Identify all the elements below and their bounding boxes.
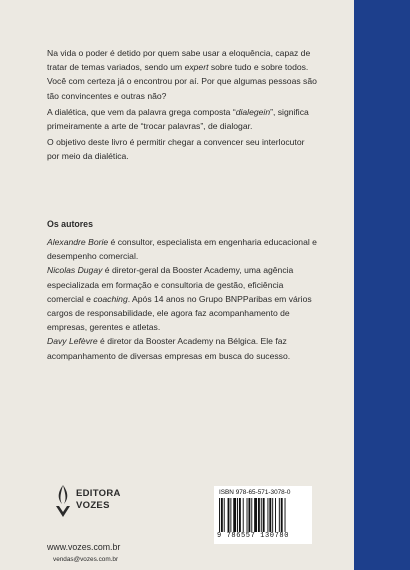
publisher-logo bbox=[54, 484, 124, 520]
isbn-barcode bbox=[214, 486, 312, 544]
synopsis bbox=[47, 46, 317, 166]
publisher-website[interactable]: www.vozes.com.br bbox=[47, 542, 121, 552]
barcode-bars bbox=[218, 498, 308, 532]
cover-spine bbox=[354, 0, 410, 570]
authors-section bbox=[47, 235, 317, 363]
author-bio-lefevre: Davy Lefèvre é diretor da Booster Academy na Bélgica. Ele faz acompanhamento de diversas empresas em busca do sucesso. bbox=[47, 336, 291, 361]
author-bio-dugay: Nicolas Dugay é diretor-geral da Booster Academy, uma agência especializada em formação e consultoria de gestão, eficiência comercial e coaching. Após 14 anos no Grupo BNPParibas em vários cargos de responsabilidade, ele agora faz acompanhamento de empresas, gerentes e atletas. bbox=[47, 265, 312, 333]
synopsis-paragraph-1: Na vida o poder é detido por quem sabe usar a eloquência, capaz de tratar de temas variados, sendo um expert sobre tudo e sobre todos. Você com certeza já o encontrou por aí. Por que algumas pessoas são tão convincentes e outras não? bbox=[47, 48, 317, 101]
synopsis-paragraph-3: O objetivo deste livro é permitir chegar a convencer seu interlocutor por meio da dialética. bbox=[47, 137, 305, 162]
publisher-email[interactable]: vendas@vozes.com.br bbox=[53, 556, 119, 563]
author-bio-borie: Alexandre Borie é consultor, especialista em engenharia educacional e desempenho comercial. bbox=[47, 237, 317, 262]
barcode-number: 9 786557 130780 bbox=[217, 532, 290, 540]
synopsis-paragraph-2: A dialética, que vem da palavra grega composta “dialegein”, significa primeiramente a arte de “trocar palavras”, de dialogar. bbox=[47, 106, 309, 132]
isbn-label: ISBN 978-65-571-3078-0 bbox=[219, 489, 291, 496]
vozes-logo-icon bbox=[54, 484, 72, 518]
publisher-name-line1: EDITORA bbox=[76, 488, 121, 499]
publisher-name-line2: VOZES bbox=[76, 500, 110, 511]
authors-heading: Os autores bbox=[47, 219, 93, 229]
